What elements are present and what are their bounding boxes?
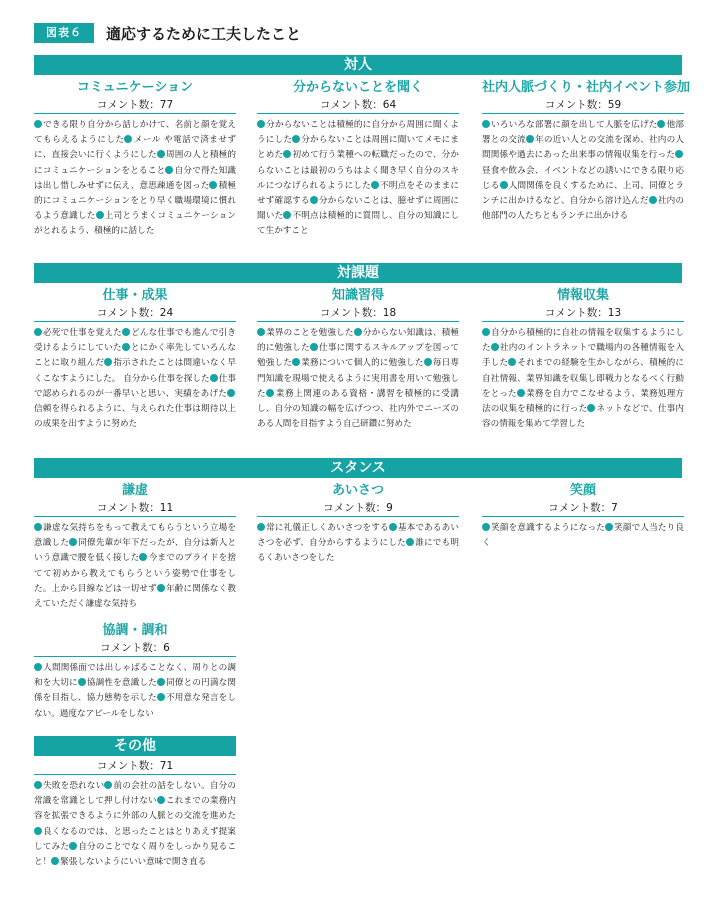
comment-count: コメント数：24 <box>34 305 236 322</box>
comment: メール や電話で済ませずに、直接会いに行くようにした <box>34 135 236 161</box>
category-title: 知識習得 <box>331 288 384 303</box>
bullet-icon <box>283 211 291 219</box>
comment: 必死で仕事を覚えた <box>43 328 122 338</box>
comment: 緊張しないようにいい意味で開き直る <box>60 857 207 868</box>
comment: 社内の他部門の人たちともランチに出かける <box>482 196 684 222</box>
comment: 昼食や飲み会、イベントなどの誘いにできる限り応じる <box>482 165 684 191</box>
comment: どんな仕事でも進んで引き受けるようにしていた <box>34 328 236 354</box>
comment-list <box>257 326 459 432</box>
comment: 誰にでも明るくあいさつをした <box>257 538 459 564</box>
comment: 周囲の人と積極的にコミュニケーションをとること <box>34 150 236 176</box>
comment: 同僚との円満な関係を目指し、協力態勢を示した <box>34 678 236 704</box>
bullet-icon <box>34 523 42 531</box>
bullet-icon <box>122 328 130 336</box>
bullet-icon <box>96 211 104 219</box>
comment: 業務上関連のある資格・講習を積極的に受講し、自分の知識の幅を広げつつ、社内外でニーズのある人間を目指すよう自己研鑽に努めた <box>257 388 459 430</box>
comment-count: コメント数：7 <box>482 500 684 517</box>
category-title: あいさつ <box>331 483 384 498</box>
bullet-icon <box>292 135 300 143</box>
comment: 笑顔で人当たり良く <box>482 523 684 549</box>
comment: 分からないことは積極的に自分から周囲に聞くようにした <box>257 120 459 146</box>
category-title: 笑顔 <box>569 483 596 498</box>
comment: 不明点をそのままにせず確認する <box>257 180 459 207</box>
bullet-icon <box>34 120 42 128</box>
bullet-icon <box>139 553 147 561</box>
comment-list <box>257 118 459 240</box>
comment: いろいろな部署に顔を出して人脈を広げた <box>491 120 658 130</box>
comment: 基本であるあいさつを必ず、自分からするようにした <box>257 523 459 549</box>
bullet-icon <box>283 150 291 158</box>
bullet-icon <box>500 181 508 189</box>
comment-list <box>482 118 684 224</box>
comment-list <box>257 521 459 567</box>
comment: 謙虚な気持ちをもって教えてもらうという立場を意識した <box>34 523 236 549</box>
comment-count: コメント数：11 <box>34 500 236 517</box>
figure-title: 適応するために工夫したこと <box>106 24 302 43</box>
comment-list <box>34 779 236 870</box>
comment: 信頼を得られるように、与えられた仕事は期待以上の成果を出すように努めた <box>34 404 236 430</box>
bullet-icon <box>491 343 499 351</box>
category-info-gathering <box>482 287 684 432</box>
comment: 業務を自力でこなせるよう、業務処理方法の収集を積極的に行った <box>482 388 684 415</box>
bullet-icon <box>257 328 265 336</box>
bullet-icon <box>209 181 217 189</box>
comment: 自分で得た知識は出し惜しみせずに伝え、意思疎通を図った <box>34 165 236 191</box>
bullet-icon <box>51 857 59 865</box>
category-networking <box>482 79 691 224</box>
comment: ネットなどで、仕事内容の情報を集めて学習した <box>482 404 684 430</box>
bullet-icon <box>157 584 165 592</box>
bullet-icon <box>34 663 42 671</box>
bullet-icon <box>34 328 42 336</box>
bullet-icon <box>649 196 657 204</box>
comment: 人間関係面では出しゃばることなく、周りとの調和を大切に <box>34 663 236 689</box>
bullet-icon <box>34 827 42 835</box>
comment-list <box>34 326 236 432</box>
comment: 不明点は積極的に質問し、自分の知識にして生かすこと <box>257 211 459 237</box>
comment-list <box>34 661 236 722</box>
section-header-tasks: 対課題 <box>34 263 682 283</box>
comment: 業界のことを勉強した <box>266 328 354 338</box>
comment-list <box>482 326 684 432</box>
section-header-stance: スタンス <box>34 458 682 478</box>
comment-count: コメント数：18 <box>257 305 459 322</box>
comment: 年の近い人との交流を深め、社内の人間関係や過去にあった出来事の情報収集を行った <box>482 135 684 161</box>
category-greeting <box>257 482 459 567</box>
comment: できる限り自分から話しかけて、名前と顔を覚えてもらえるようにした <box>34 120 236 146</box>
comment-count: コメント数：64 <box>257 97 459 114</box>
comment: 仕事で認められるのが一番早いと思い、実績をあげた <box>34 373 236 399</box>
comment: 常に礼儀正しくあいさつをする <box>266 523 389 533</box>
bullet-icon <box>104 781 112 789</box>
comment: 協調性を意識した <box>86 678 157 689</box>
comment-count: コメント数：71 <box>34 758 236 775</box>
bullet-icon <box>587 404 595 412</box>
category-other <box>34 758 236 870</box>
comment-list <box>34 521 236 612</box>
comment-count: コメント数：6 <box>34 640 236 657</box>
comment: 毎日専門知識を現場で使えるように実用書を用いて勉強した <box>257 358 459 399</box>
bullet-icon <box>122 343 130 351</box>
figure-header <box>34 22 301 44</box>
category-title: コミュニケーション <box>76 80 194 95</box>
comment: 分からない知識は、積極的に勉強した <box>257 328 459 354</box>
category-knowledge <box>257 287 459 432</box>
comment: 良くなるのでは、と思ったことはとりあえず提案してみた <box>34 826 236 852</box>
comment: 初めて行う業種への転職だったので、分からないことは最初のうちはよく聞き早く自分のスキルにつなげられるようにした <box>257 150 459 191</box>
comment: 他部署との交流 <box>482 120 684 146</box>
comment: 不用意な発言をしない。過度なアピールをしない <box>34 693 236 719</box>
bullet-icon <box>78 678 86 686</box>
category-title: 分からないことを聞く <box>292 80 423 95</box>
comment-list <box>34 118 236 240</box>
comment: これまでの業務内容を拡張できるように外部の人脈との交流を進めた <box>34 796 236 822</box>
bullet-icon <box>482 120 490 128</box>
comment: 指示されたことは間違いなく早くこなすようにした。 自分から仕事を探した <box>34 358 236 384</box>
bullet-icon <box>675 150 683 158</box>
comment: 仕事に関するスキルアップを図って勉強した <box>257 343 459 369</box>
comment-count: コメント数：13 <box>482 305 684 322</box>
bullet-icon <box>371 181 379 189</box>
bullet-icon <box>605 523 613 531</box>
comment: 社内のイントラネットで職場内の各種情報を入手した <box>482 343 684 369</box>
section-header-interpersonal: 対人 <box>34 55 682 75</box>
bullet-icon <box>157 693 165 701</box>
bullet-icon <box>257 120 265 128</box>
bullet-icon <box>482 328 490 336</box>
bullet-icon <box>526 135 534 143</box>
category-work-results <box>34 287 236 432</box>
bullet-icon <box>517 389 525 397</box>
comment: 分からないことは周囲に聞いてメモにまとめた <box>257 135 459 161</box>
bullet-icon <box>227 389 235 397</box>
comment-list <box>482 521 684 551</box>
comment-count: コメント数：77 <box>34 97 236 114</box>
category-smile <box>482 482 684 551</box>
comment: 今までのプライドを捨てて初めから教えてもらうという姿勢で仕事をした。上から目線などは一切せず <box>34 553 236 594</box>
category-title: 情報収集 <box>556 288 609 303</box>
category-title: 社内人脈づくり・社内イベント参加 <box>482 80 691 95</box>
bullet-icon <box>34 781 42 789</box>
bullet-icon <box>310 196 318 204</box>
bullet-icon <box>424 358 432 366</box>
comment-count: コメント数：9 <box>257 500 459 517</box>
comment: 上司とうまくコミュニケーションがとれるよう、積極的に話した <box>34 211 236 237</box>
bullet-icon <box>657 120 665 128</box>
comment: とにかく率先していろんなことに取り組んだ <box>34 343 236 369</box>
comment: 年齢に関係なく教えていただく謙虚な気持ち <box>34 583 236 610</box>
category-title: 仕事・成果 <box>102 288 168 303</box>
figure-badge: 図表６ <box>34 23 94 43</box>
bullet-icon <box>482 523 490 531</box>
bullet-icon <box>157 678 165 686</box>
comment: それまでの経験を生かしながら、積極的に自社情報、業界知識を収集し即戦力となるべく行動をとった <box>482 358 684 399</box>
category-communication <box>34 79 236 240</box>
bullet-icon <box>104 358 112 366</box>
comment: 自分のことでなく周りをしっかり見ること！ <box>34 841 236 868</box>
comment: 前の会社の話をしない。自分の常識を常識として押し付けない <box>34 781 236 807</box>
comment: 分からないことは、臆せずに周囲に聞いた <box>257 196 459 222</box>
section-header-other: その他 <box>34 736 236 756</box>
bullet-icon <box>406 538 414 546</box>
bullet-icon <box>508 358 516 366</box>
bullet-icon <box>157 796 165 804</box>
bullet-icon <box>69 538 77 546</box>
bullet-icon <box>266 389 274 397</box>
bullet-icon <box>257 523 265 531</box>
comment: 人間関係を良くするために、上司、同僚とランチに出かけるなど、自分から溶け込んだ <box>482 180 684 207</box>
bullet-icon <box>310 343 318 351</box>
bullet-icon <box>157 150 165 158</box>
bullet-icon <box>354 328 362 336</box>
comment-count: コメント数：59 <box>482 97 684 114</box>
category-title: 協調・調和 <box>102 623 168 638</box>
bullet-icon <box>210 374 218 382</box>
comment: 業務について個人的に勉強した <box>301 358 424 369</box>
category-title: 謙虚 <box>121 483 148 498</box>
comment: 同僚先輩が年下だったが、自分は新人という意識で腰を低く接した <box>34 538 236 564</box>
bullet-icon <box>292 358 300 366</box>
comment: 積極的にコミュニケーションをとり早く職場環境に慣れるよう意識した <box>34 180 236 222</box>
category-ask-questions <box>257 79 459 240</box>
category-humility <box>34 482 236 612</box>
bullet-icon <box>389 523 397 531</box>
comment: 笑顔を意識するようになった <box>491 523 605 533</box>
comment: 自分から積極的に自社の情報を収集するようにした <box>482 328 684 354</box>
category-harmony <box>34 622 236 722</box>
comment: 失敗を恐れない <box>43 781 105 791</box>
bullet-icon <box>165 166 173 174</box>
bullet-icon <box>124 135 132 143</box>
bullet-icon <box>69 842 77 850</box>
